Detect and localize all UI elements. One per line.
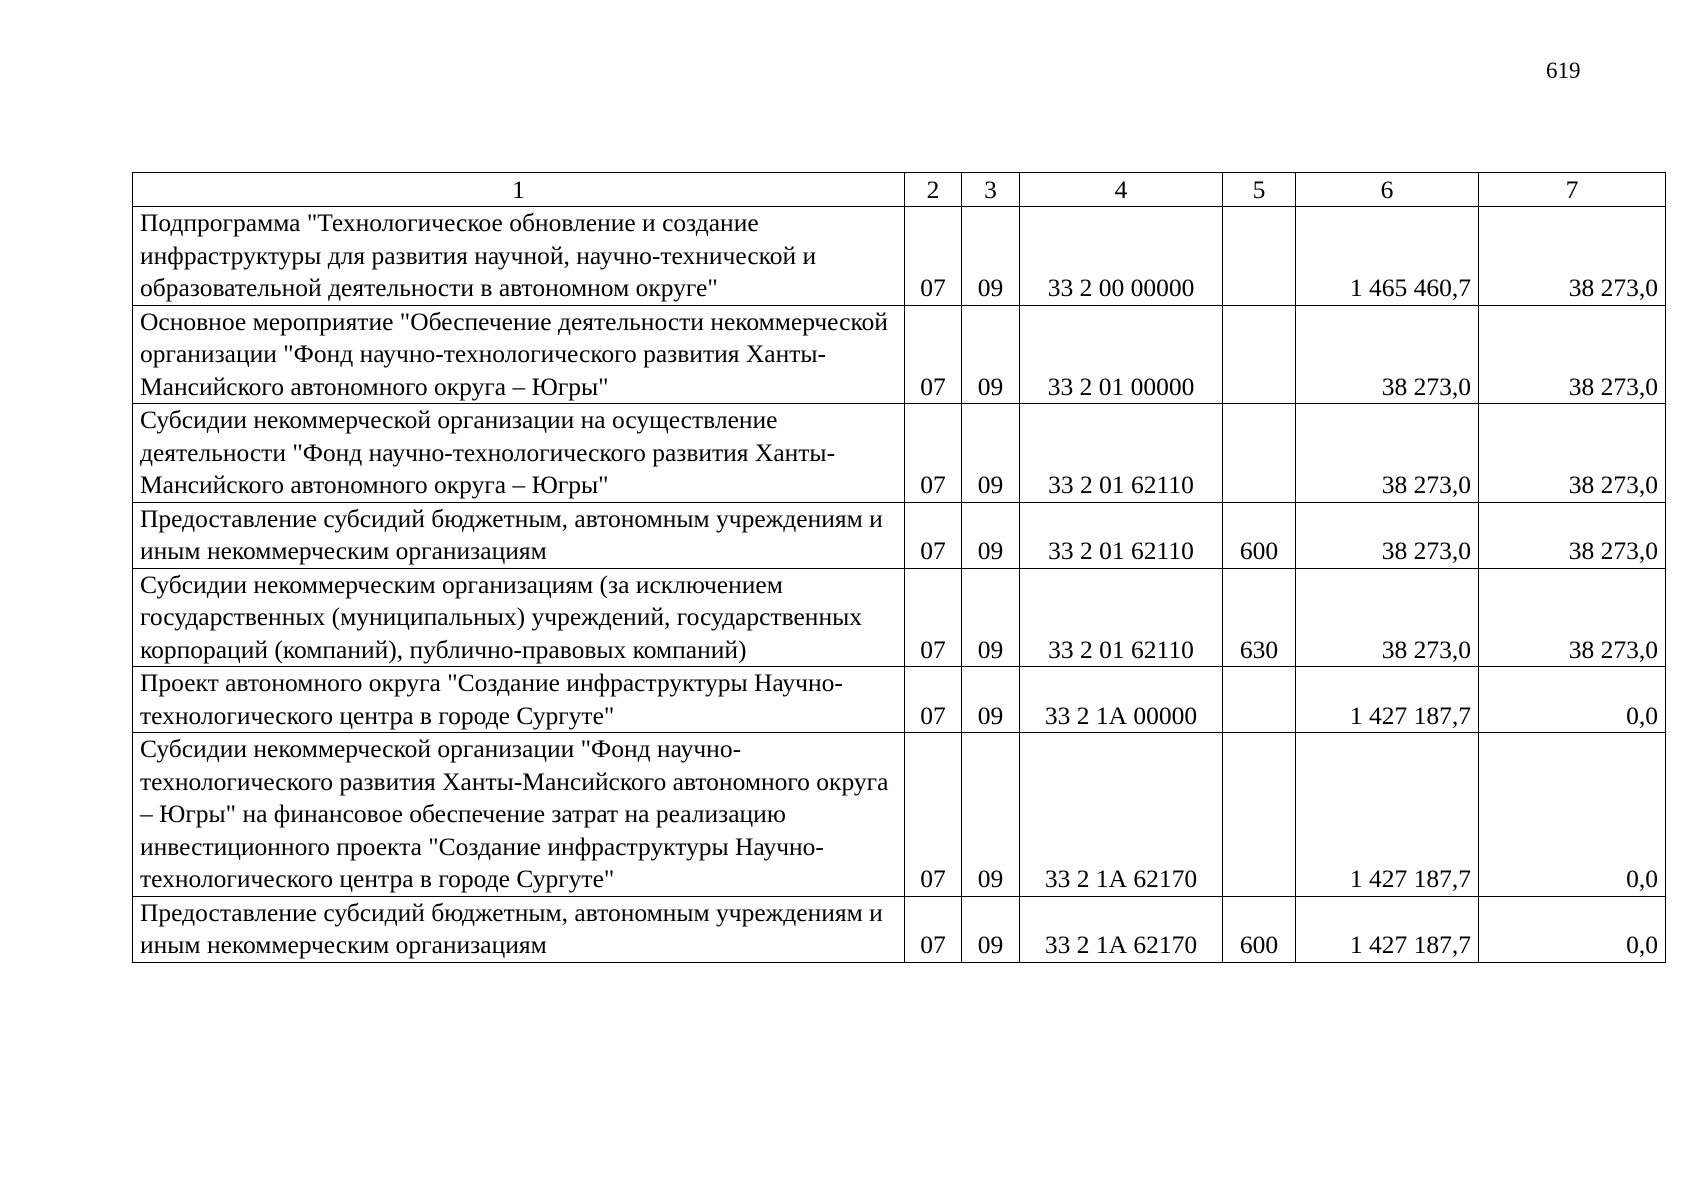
row-expense-type xyxy=(1223,667,1296,733)
row-subsection: 09 xyxy=(962,305,1020,404)
row-name: Предоставление субсидий бюджетным, автономным учреждениям и иным некоммерческим организациям xyxy=(133,502,905,568)
column-header: 3 xyxy=(962,173,1020,207)
row-target-code: 33 2 01 00000 xyxy=(1020,305,1223,404)
row-section: 07 xyxy=(905,896,962,962)
row-name: Основное мероприятие "Обеспечение деятельности некоммерческой организации "Фонд научно-технологического развития Ханты-Мансийского автономного округа – Югры" xyxy=(133,305,905,404)
table-row xyxy=(133,502,1666,568)
table-row xyxy=(133,568,1666,667)
row-sum-col7: 38 273,0 xyxy=(1479,568,1666,667)
row-sum-col7: 0,0 xyxy=(1479,896,1666,962)
row-target-code: 33 2 01 62110 xyxy=(1020,502,1223,568)
row-subsection: 09 xyxy=(962,404,1020,503)
row-subsection: 09 xyxy=(962,896,1020,962)
row-sum-col6: 38 273,0 xyxy=(1296,305,1479,404)
row-target-code: 33 2 1А 00000 xyxy=(1020,667,1223,733)
row-sum-col7: 0,0 xyxy=(1479,733,1666,897)
row-subsection: 09 xyxy=(962,667,1020,733)
table-row xyxy=(133,305,1666,404)
row-sum-col6: 1 465 460,7 xyxy=(1296,207,1479,306)
budget-table xyxy=(132,172,1666,963)
row-subsection: 09 xyxy=(962,568,1020,667)
row-sum-col6: 1 427 187,7 xyxy=(1296,733,1479,897)
row-name: Проект автономного округа "Создание инфраструктуры Научно-технологического центра в городе Сургуте" xyxy=(133,667,905,733)
row-expense-type xyxy=(1223,207,1296,306)
row-section: 07 xyxy=(905,502,962,568)
column-header: 1 xyxy=(133,173,905,207)
row-sum-col6: 1 427 187,7 xyxy=(1296,896,1479,962)
row-sum-col6: 38 273,0 xyxy=(1296,502,1479,568)
header-row xyxy=(133,173,1666,207)
row-name: Предоставление субсидий бюджетным, автономным учреждениям и иным некоммерческим организациям xyxy=(133,896,905,962)
column-header: 7 xyxy=(1479,173,1666,207)
row-section: 07 xyxy=(905,305,962,404)
row-sum-col7: 38 273,0 xyxy=(1479,404,1666,503)
column-header: 4 xyxy=(1020,173,1223,207)
row-subsection: 09 xyxy=(962,733,1020,897)
row-section: 07 xyxy=(905,404,962,503)
row-sum-col6: 1 427 187,7 xyxy=(1296,667,1479,733)
row-expense-type xyxy=(1223,305,1296,404)
column-header: 2 xyxy=(905,173,962,207)
column-header: 6 xyxy=(1296,173,1479,207)
row-target-code: 33 2 1А 62170 xyxy=(1020,896,1223,962)
row-section: 07 xyxy=(905,207,962,306)
row-sum-col7: 38 273,0 xyxy=(1479,305,1666,404)
row-expense-type: 600 xyxy=(1223,502,1296,568)
row-name: Субсидии некоммерческой организации на осуществление деятельности "Фонд научно-технологического развития Ханты-Мансийского автономного округа – Югры" xyxy=(133,404,905,503)
row-sum-col7: 0,0 xyxy=(1479,667,1666,733)
row-sum-col6: 38 273,0 xyxy=(1296,568,1479,667)
table-row xyxy=(133,207,1666,306)
row-subsection: 09 xyxy=(962,502,1020,568)
row-target-code: 33 2 01 62110 xyxy=(1020,404,1223,503)
table-row xyxy=(133,667,1666,733)
row-expense-type: 630 xyxy=(1223,568,1296,667)
row-expense-type: 600 xyxy=(1223,896,1296,962)
row-target-code: 33 2 00 00000 xyxy=(1020,207,1223,306)
row-section: 07 xyxy=(905,667,962,733)
row-sum-col6: 38 273,0 xyxy=(1296,404,1479,503)
row-expense-type xyxy=(1223,733,1296,897)
row-section: 07 xyxy=(905,733,962,897)
row-subsection: 09 xyxy=(962,207,1020,306)
table-row xyxy=(133,404,1666,503)
row-target-code: 33 2 1А 62170 xyxy=(1020,733,1223,897)
row-section: 07 xyxy=(905,568,962,667)
row-target-code: 33 2 01 62110 xyxy=(1020,568,1223,667)
page-number: 619 xyxy=(1546,58,1581,83)
row-sum-col7: 38 273,0 xyxy=(1479,207,1666,306)
row-expense-type xyxy=(1223,404,1296,503)
table-row xyxy=(133,896,1666,962)
row-sum-col7: 38 273,0 xyxy=(1479,502,1666,568)
column-header: 5 xyxy=(1223,173,1296,207)
table-row xyxy=(133,733,1666,897)
row-name: Подпрограмма "Технологическое обновление и создание инфраструктуры для развития научной, научно-технической и образовательной деятельности в автономном округе" xyxy=(133,207,905,306)
row-name: Субсидии некоммерческой организации "Фонд научно-технологического развития Ханты-Мансийского автономного округа – Югры" на финансовое обеспечение затрат на реализацию инвестиционного проекта "Создание инфраструктуры Научно-технологического центра в городе Сургуте" xyxy=(133,733,905,897)
row-name: Субсидии некоммерческим организациям (за исключением государственных (муниципальных) учреждений, государственных корпораций (компаний), публично-правовых компаний) xyxy=(133,568,905,667)
